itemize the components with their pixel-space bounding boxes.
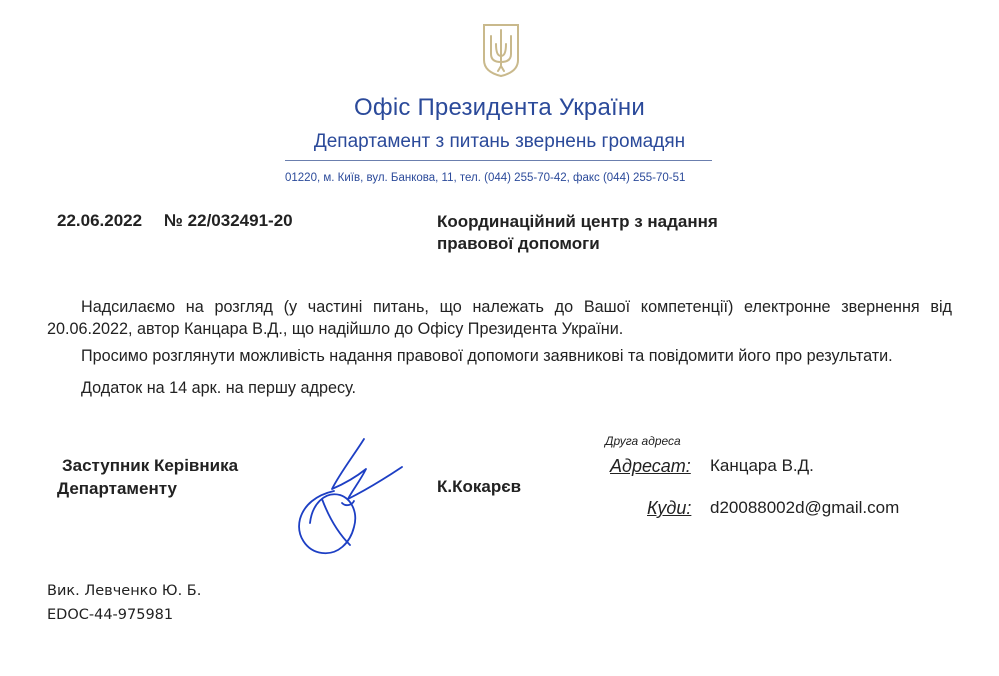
document-number: № 22/032491-20 [164, 211, 293, 230]
body-paragraph-1-line: 20.06.2022, автор Канцара В.Д., що надійшло до Офісу Президента України. [47, 320, 624, 338]
dept-title: Департамент з питань звернень громадян [313, 131, 686, 152]
org-title: Офіс Президента України [354, 94, 645, 121]
header-divider [285, 160, 712, 161]
recipient-line: Координаційний центр з надання [437, 212, 718, 231]
destination-label: Куди: [647, 498, 692, 518]
addressee-value: Канцара В.Д. [710, 456, 814, 475]
signer-title [57, 454, 238, 500]
edoc-number: EDOC-44-975981 [47, 607, 174, 623]
trident-emblem-icon [481, 22, 521, 78]
executor-line: Вик. Левченко Ю. Б. [47, 583, 202, 599]
destination-email: d20088002d@gmail.com [710, 498, 900, 517]
body-paragraph-2: Просимо розглянути можливість надання правової допомоги заявникові та повідомити його про результати. [81, 347, 893, 365]
signer-title-line: Департаменту [57, 479, 177, 498]
org-address-line: 01220, м. Київ, вул. Банкова, 11, тел. (044) 255-70-42, факс (044) 255-70-51 [285, 172, 686, 184]
addressee-label: Адресат: [610, 456, 691, 476]
recipient-line: правової допомоги [437, 234, 600, 253]
body-paragraph-1-line: Надсилаємо на розгляд (у частині питань, що належать до Вашої компетенції) електронне звернення від [81, 298, 952, 316]
second-address-label: Друга адреса [605, 434, 681, 448]
signer-name: К.Кокарєв [437, 477, 522, 496]
handwritten-signature-icon [292, 433, 407, 558]
body-paragraph-1 [47, 296, 952, 340]
document-date: 22.06.2022 [57, 211, 143, 230]
signer-title-line: Заступник Керівника [62, 456, 239, 475]
recipient-block [437, 211, 718, 255]
attachment-note: Додаток на 14 арк. на першу адресу. [81, 379, 357, 397]
